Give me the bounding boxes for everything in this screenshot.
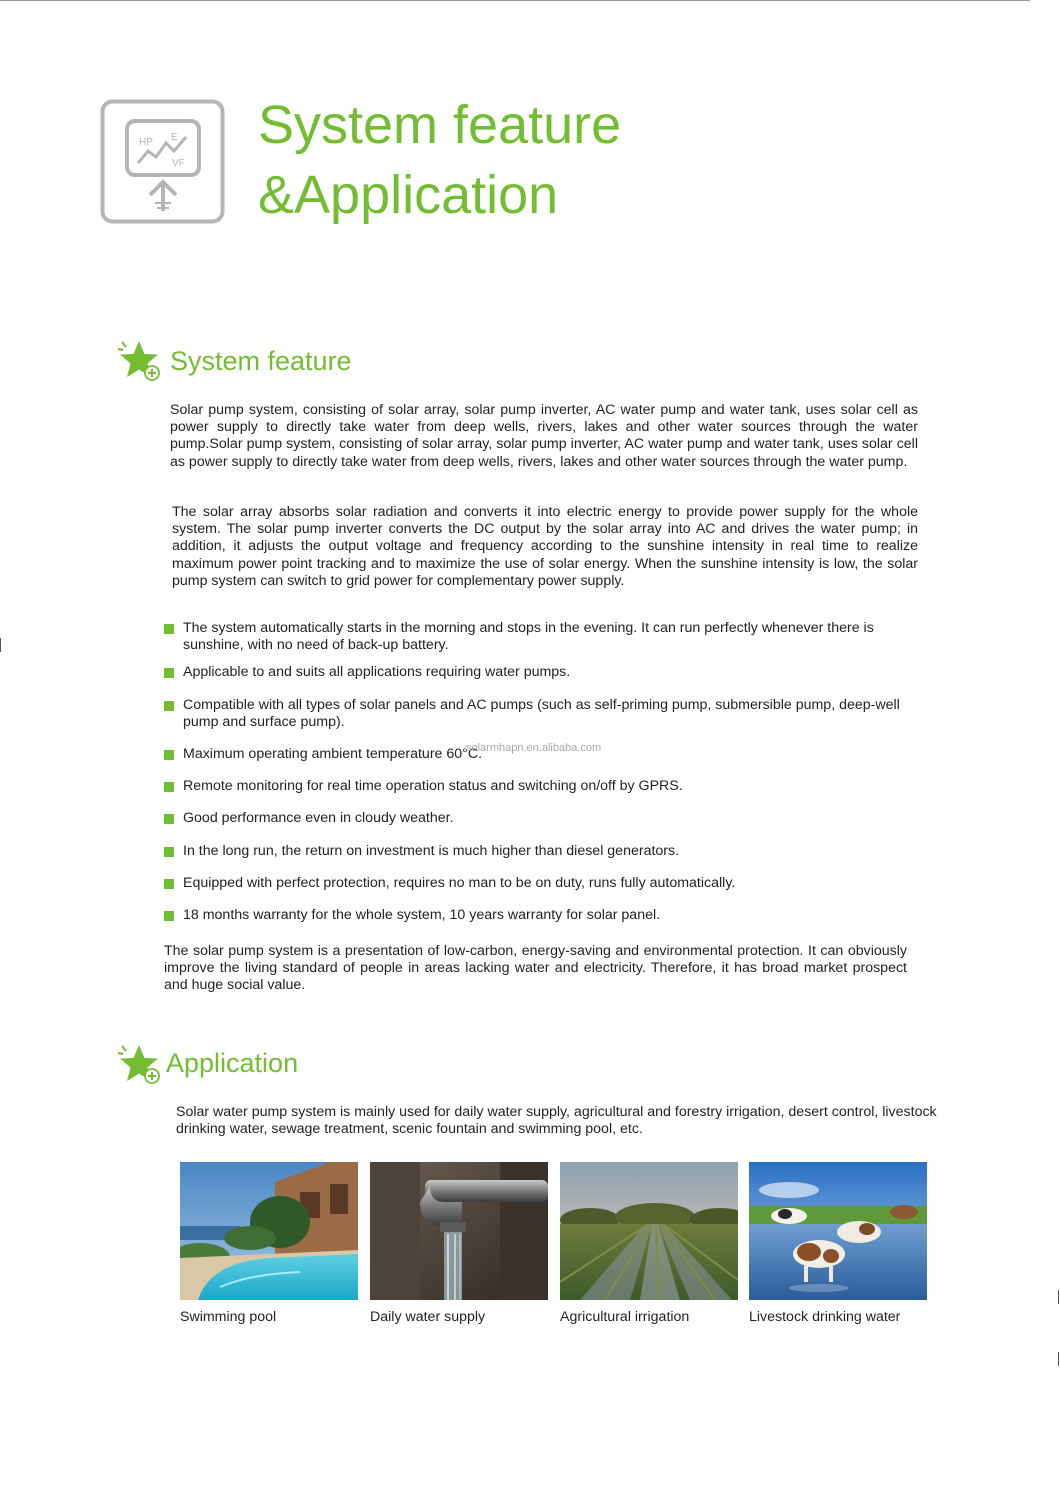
bullet-square-icon xyxy=(164,782,174,792)
logo-vf-label: VF xyxy=(172,158,185,169)
list-item xyxy=(164,697,928,731)
feature-paragraph-1: Solar pump system, consisting of solar array, solar pump inverter, AC water pump and water tank, uses solar cell as power supply to directly take water from deep wells, rivers, lakes and other water sources through the water pump.Solar pump system, consisting of solar array, solar pump inverter, AC water pump and water tank, uses solar cell as power supply to directly take water from deep wells, rivers, lakes and other water sources through the water pump. xyxy=(170,402,918,470)
bullet-text: Maximum operating ambient temperature 60°C. xyxy=(183,746,483,763)
bullet-square-icon xyxy=(164,879,174,889)
watermark: solarmhapn.en.alibaba.com xyxy=(466,742,602,754)
bullet-square-icon xyxy=(164,701,174,711)
star-plus-icon xyxy=(116,1040,162,1086)
photo-caption: Daily water supply xyxy=(370,1309,486,1325)
page-title xyxy=(258,90,621,230)
list-item xyxy=(164,620,928,654)
feature-paragraph-2: The solar array absorbs solar radiation and converts it into electric energy to provide power supply for the whole system. The solar pump inverter converts the DC output by the solar array into AC and drives the water pump; in addition, it adjusts the output voltage and frequency according to the sunshine intensity in real time to realize maximum power point tracking and to maximize the use of solar energy. When the sunshine intensity is low, the solar pump system can switch to grid power for complementary power supply. xyxy=(172,504,918,589)
edge-mark xyxy=(0,638,1,652)
section-title: Application xyxy=(166,1047,299,1078)
feature-bullet-list xyxy=(164,620,928,924)
feature-closing-paragraph: The solar pump system is a presentation of low-carbon, energy-saving and environmental protection. It can obviously improve the living standard of people in areas lacking water and electricity. Therefore, it has broad market prospect and huge social value. xyxy=(164,943,907,994)
swimming-pool-photo xyxy=(180,1162,358,1300)
page-title-line1: System feature xyxy=(258,95,622,155)
list-item xyxy=(164,907,928,924)
photo-caption: Swimming pool xyxy=(180,1309,277,1325)
bullet-text: Good performance even in cloudy weather. xyxy=(183,810,454,827)
application-heading xyxy=(116,1040,298,1086)
top-rule xyxy=(0,0,1030,1)
page-title-line2: &Application xyxy=(258,165,559,225)
section-title: System feature xyxy=(170,345,352,376)
bullet-square-icon xyxy=(164,847,174,857)
list-item xyxy=(164,810,928,827)
system-feature-heading xyxy=(116,338,352,384)
photo-caption: Livestock drinking water xyxy=(749,1309,901,1325)
star-plus-icon xyxy=(116,338,162,384)
bullet-square-icon xyxy=(164,668,174,678)
livestock-drinking-water-photo xyxy=(749,1162,927,1300)
daily-water-supply-photo xyxy=(370,1162,548,1300)
bullet-square-icon xyxy=(164,750,174,760)
photo-caption: Agricultural irrigation xyxy=(560,1309,690,1325)
list-item xyxy=(164,664,928,681)
bullet-square-icon xyxy=(164,911,174,921)
list-item xyxy=(164,875,928,892)
bullet-text: Remote monitoring for real time operation status and switching on/off by GPRS. xyxy=(183,778,683,795)
bullet-text: Equipped with perfect protection, requires no man to be on duty, runs fully automatically. xyxy=(183,874,736,891)
bullet-square-icon xyxy=(164,624,174,634)
bullet-text: Compatible with all types of solar panels and AC pumps (such as self-priming pump, submersible pump, deep-well pump and surface pump). xyxy=(183,696,900,730)
bullet-text: Applicable to and suits all applications requiring water pumps. xyxy=(183,664,571,681)
bullet-text: In the long run, the return on investment is much higher than diesel generators. xyxy=(183,842,680,859)
application-intro: Solar water pump system is mainly used for daily water supply, agricultural and forestry irrigation, desert control, livestock drinking water, sewage treatment, scenic fountain and swimming pool, etc. xyxy=(176,1104,937,1138)
list-item xyxy=(164,843,928,860)
logo-hp-label: HP xyxy=(139,137,153,148)
bullet-text: The system automatically starts in the morning and stops in the evening. It can run perfectly whenever there is sunshine, with no need of back-up battery. xyxy=(183,620,874,654)
logo-e-label: E xyxy=(171,132,178,143)
bullet-text: 18 months warranty for the whole system, 10 years warranty for solar panel. xyxy=(183,907,661,924)
bullet-square-icon xyxy=(164,814,174,824)
system-logo-icon xyxy=(100,99,225,224)
edge-mark xyxy=(1058,1290,1059,1304)
edge-mark xyxy=(1058,1352,1059,1366)
agricultural-irrigation-photo xyxy=(560,1162,738,1300)
list-item xyxy=(164,778,928,795)
